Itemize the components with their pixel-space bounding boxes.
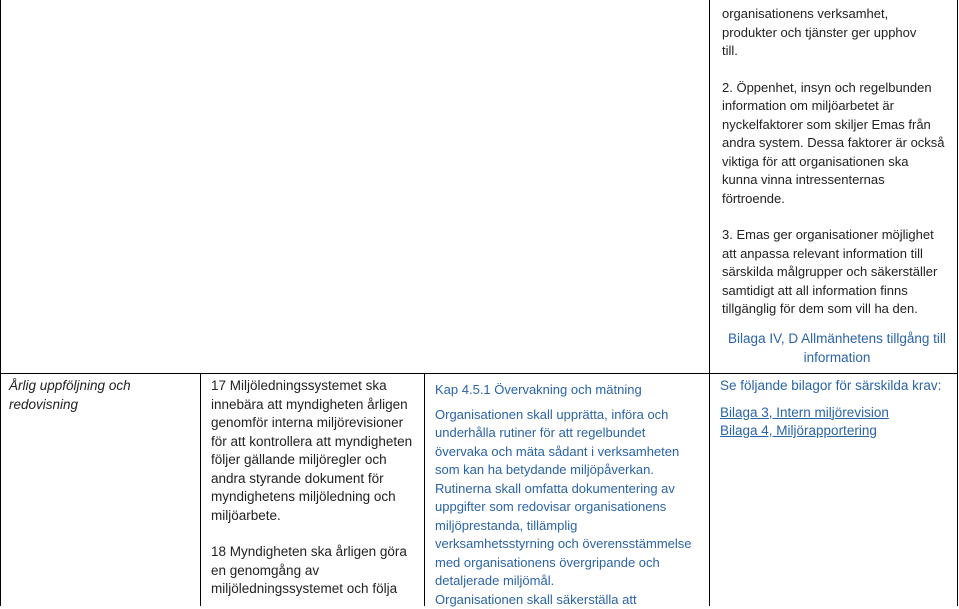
regulation-line: myndighetens miljöledning och	[211, 488, 421, 507]
regulation-line: 17 Miljöledningssystemet ska	[211, 377, 421, 396]
top-text-line: särskilda målgrupper och säkerställer	[722, 263, 954, 282]
standard-line: Rutinerna skall omfatta dokumentering av	[435, 480, 707, 499]
top-text-line: till.	[722, 42, 954, 61]
top-text-line: kunna vinna intressenternas	[722, 171, 954, 190]
standard-line: verksamhetsstyrning och överensstämmelse	[435, 535, 707, 554]
standard-line: med organisationens övergripande och	[435, 554, 707, 573]
appendix-heading: Se följande bilagor för särskilda krav:	[720, 377, 956, 396]
regulation-text	[211, 377, 421, 599]
standard-line: Organisationen skall säkerställa att	[435, 591, 707, 609]
standard-line: som kan ha betydande miljöpåverkan.	[435, 461, 707, 480]
regulation-line: för att kontrollera att myndigheten	[211, 433, 421, 452]
standard-line: Organisationen skall upprätta, införa och	[435, 406, 707, 425]
standard-line: uppgifter som redovisar organisationens	[435, 498, 707, 517]
annex-line: Bilaga IV, D Allmänhetens tillgång till	[720, 330, 954, 349]
top-text-line: samtidigt att all information finns	[722, 282, 954, 301]
top-text-line: organisationens verksamhet,	[722, 5, 954, 24]
top-text-line: att anpassa relevant information till	[722, 245, 954, 264]
annex-reference	[720, 330, 954, 367]
regulation-line: andra styrande dokument för	[211, 470, 421, 489]
top-text-line: 2. Öppenhet, insyn och regelbunden	[722, 79, 954, 98]
row-heading: Årlig uppföljning och redovisning	[9, 377, 194, 414]
regulation-line: innebära att myndigheten årligen	[211, 396, 421, 415]
standard-line: miljöprestanda, tillämplig	[435, 517, 707, 536]
top-text-line: produkter och tjänster ger upphov	[722, 24, 954, 43]
table-border-col1-left	[0, 0, 1, 606]
regulation-line: följer gällande miljöregler och	[211, 451, 421, 470]
table-border-right	[957, 0, 958, 606]
regulation-line: genomför interna miljörevisioner	[211, 414, 421, 433]
appendix-references	[720, 377, 956, 441]
top-text-line: viktiga för att organisationen ska	[722, 153, 954, 172]
standard-line: övervaka och mäta sådant i verksamheten	[435, 443, 707, 462]
standard-line: detaljerade miljömål.	[435, 572, 707, 591]
appendix-link-internal-audit[interactable]: Bilaga 3, Intern miljörevision	[720, 404, 956, 423]
regulation-line: miljöarbete.	[211, 507, 421, 526]
standard-line: underhålla rutiner för att regelbundet	[435, 424, 707, 443]
table-border-col4-left	[709, 0, 710, 606]
table-row-divider	[0, 373, 958, 374]
table-border-col3-left	[424, 374, 425, 606]
top-text-line: andra system. Dessa faktorer är också	[722, 134, 954, 153]
top-text-line: förtroende.	[722, 190, 954, 209]
standard-text	[435, 381, 707, 609]
standard-heading: Kap 4.5.1 Övervakning och mätning	[435, 381, 707, 400]
regulation-line: miljöledningssystemet och följa	[211, 580, 421, 599]
top-cell	[722, 5, 954, 319]
top-text-line: information om miljöarbetet är	[722, 97, 954, 116]
regulation-line: 18 Myndigheten ska årligen göra	[211, 543, 421, 562]
regulation-line: en genomgång av	[211, 562, 421, 581]
top-text-line: nyckelfaktorer som skiljer Emas från	[722, 116, 954, 135]
table-border-col2-left	[200, 374, 201, 606]
top-text-line: 3. Emas ger organisationer möjlighet	[722, 226, 954, 245]
annex-line: information	[720, 349, 954, 368]
appendix-link-environmental-reporting[interactable]: Bilaga 4, Miljörapportering	[720, 422, 956, 441]
top-text-line: tillgänglig för dem som vill ha den.	[722, 300, 954, 319]
